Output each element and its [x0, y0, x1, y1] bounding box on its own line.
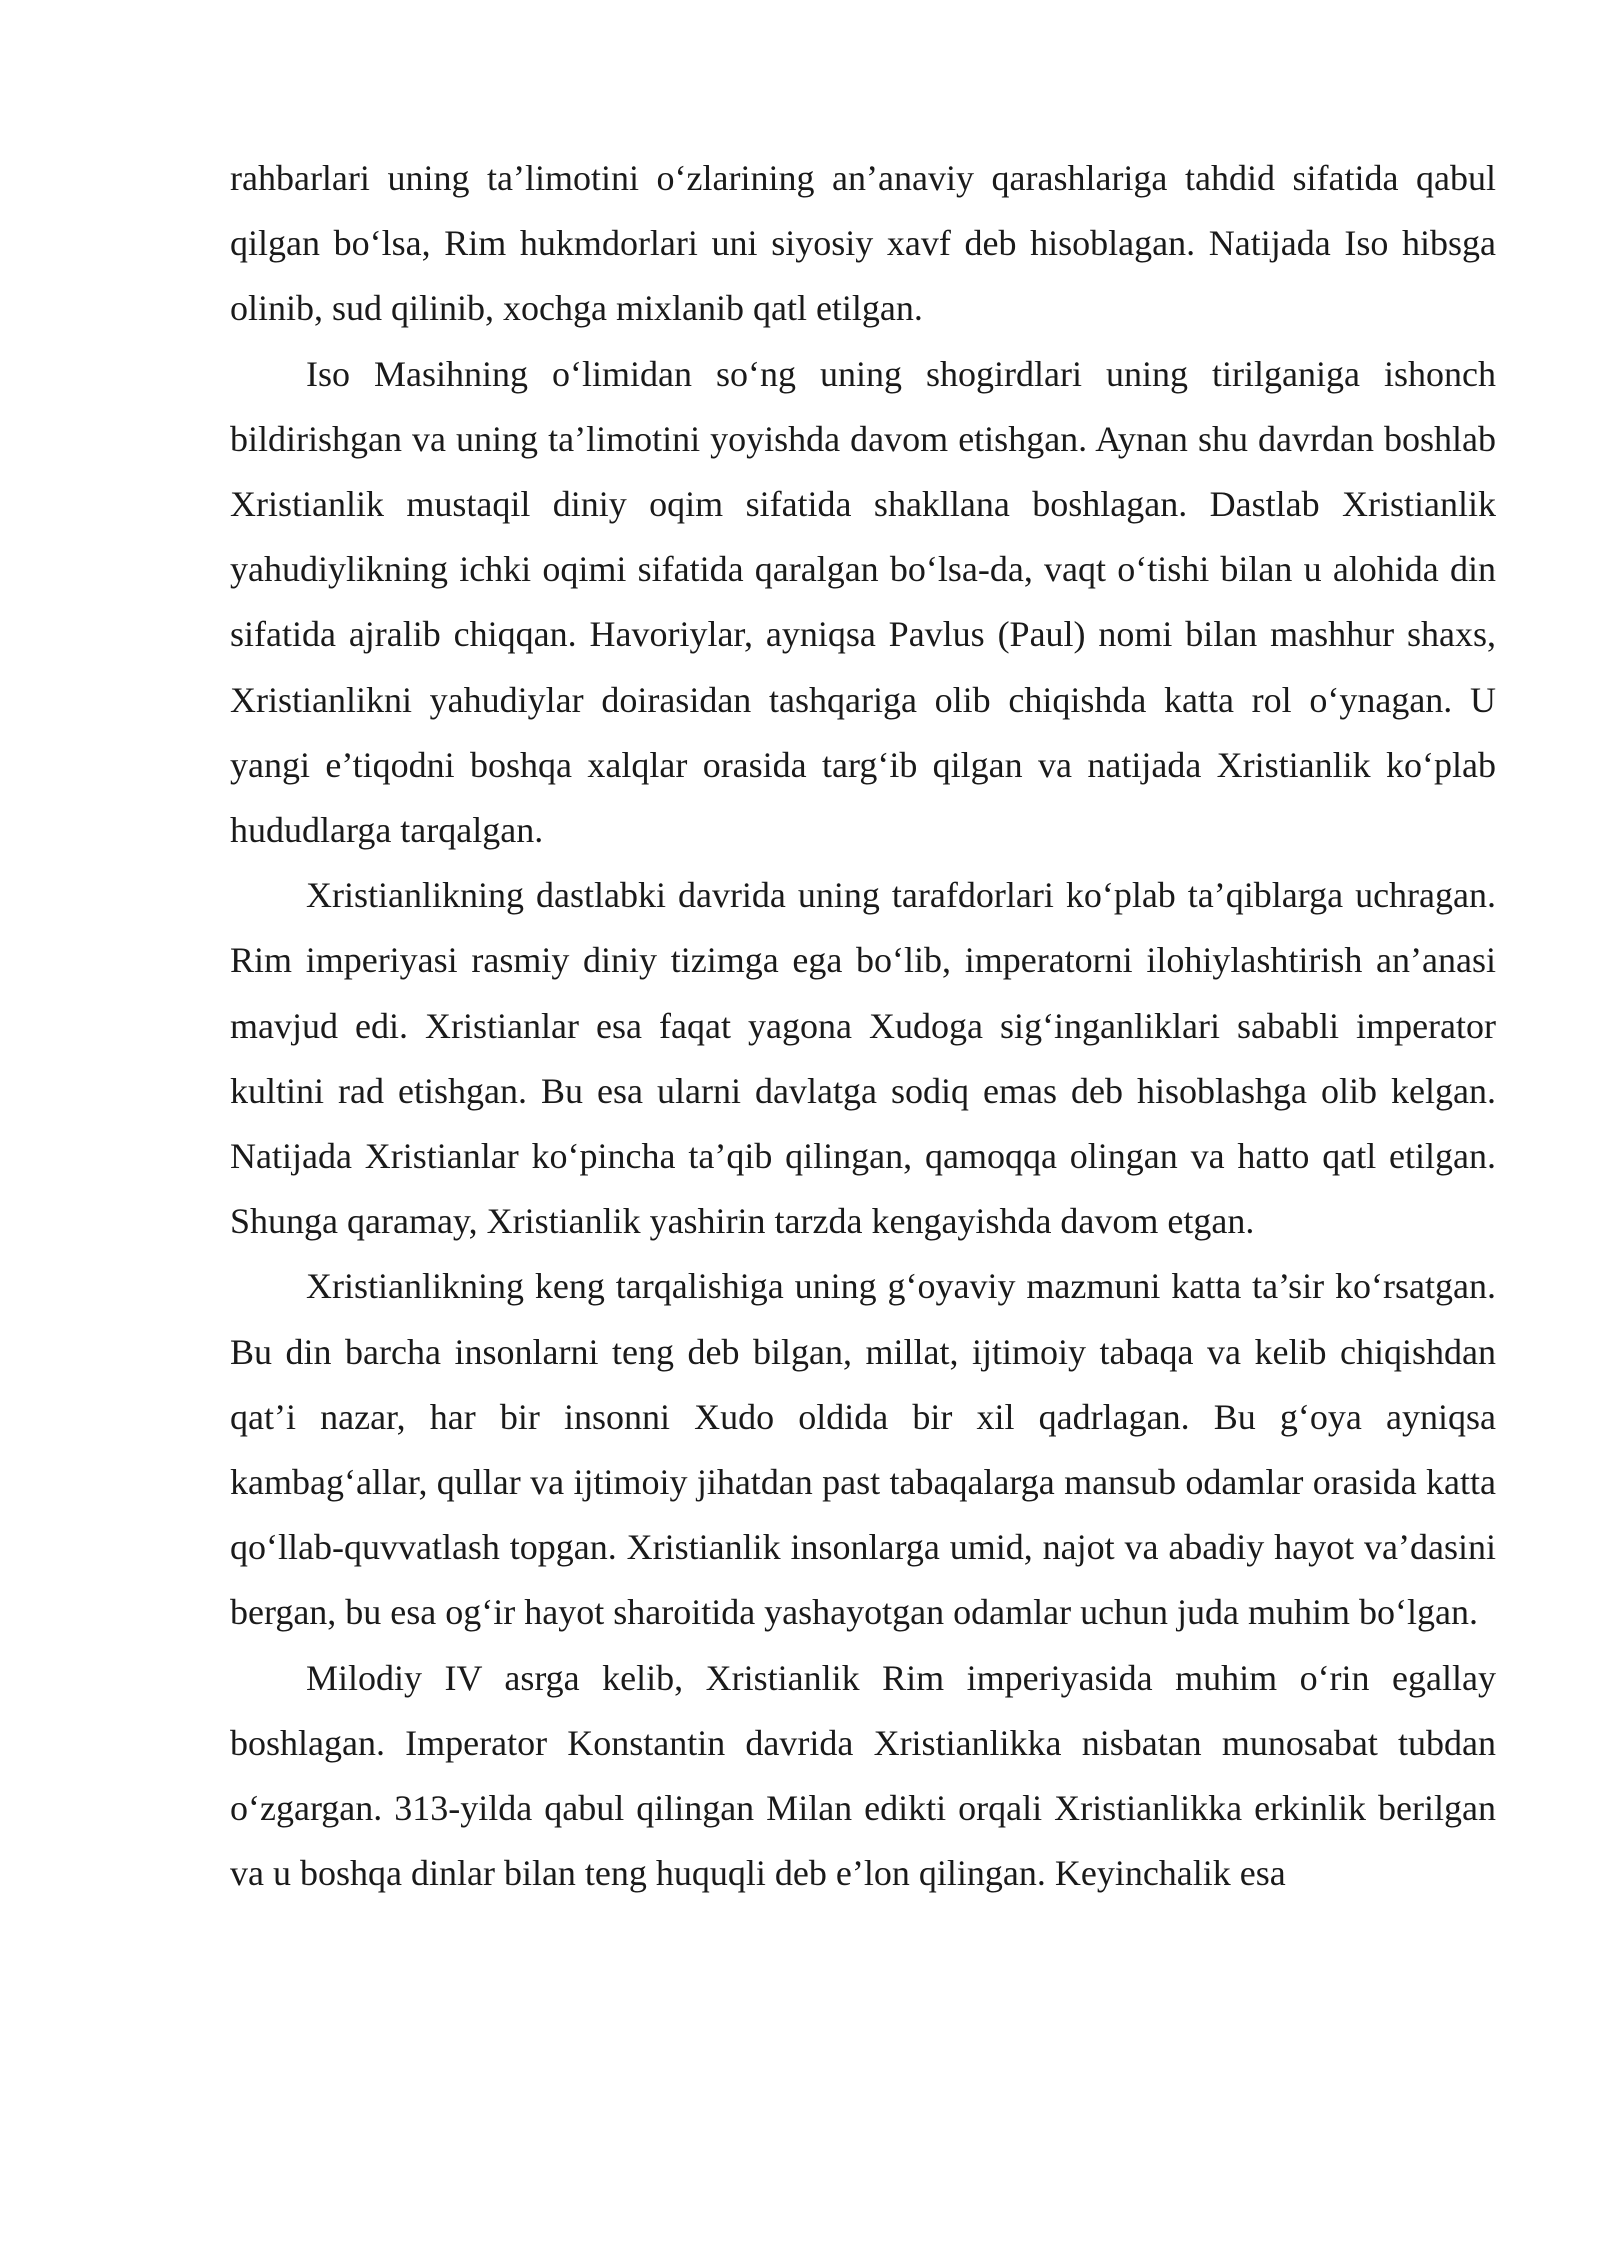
paragraph: Xristianlikning keng tarqalishiga uning g‘oyaviy mazmuni katta ta’sir ko‘rsatgan. Bu din barcha insonlarni teng deb bilgan, millat, ijtimoiy tabaqa va kelib chiqishdan qat’i nazar, har bir insonni Xudo oldida bir xil qadrlagan. Bu g‘oya ayniqsa kambag‘allar, qullar va ijtimoiy jihatdan past tabaqalarga mansub odamlar orasida katta qo‘llab-quvvatlash topgan. Xristianlik insonlarga umid, najot va abadiy hayot va’dasini bergan, bu esa og‘ir hayot sharoitida yashayotgan odamlar uchun juda muhim bo‘lgan.: [230, 1266, 1496, 1633]
document-body: [230, 146, 1496, 1906]
paragraph-continued: rahbarlari uning ta’limotini o‘zlarining an’anaviy qarashlariga tahdid sifatida qabul qilgan bo‘lsa, Rim hukmdorlari uni siyosiy xavf deb hisoblagan. Natijada Iso hibsga olinib, sud qilinib, xochga mixlanib qatl etilgan.: [230, 158, 1496, 329]
paragraph: Iso Masihning o‘limidan so‘ng uning shogirdlari uning tirilganiga ishonch bildirishgan va uning ta’limotini yoyishda davom etishgan. Aynan shu davrdan boshlab Xristianlik mustaqil diniy oqim sifatida shakllana boshlagan. Dastlab Xristianlik yahudiylikning ichki oqimi sifatida qaralgan bo‘lsa-da, vaqt o‘tishi bilan u alohida din sifatida ajralib chiqqan. Havoriylar, ayniqsa Pavlus (Paul) nomi bilan mashhur shaxs, Xristianlikni yahudiylar doirasidan tashqariga olib chiqishda katta rol o‘ynagan. U yangi e’tiqodni boshqa xalqlar orasida targ‘ib qilgan va natijada Xristianlik ko‘plab hududlarga tarqalgan.: [230, 353, 1496, 851]
paragraph: Xristianlikning dastlabki davrida uning tarafdorlari ko‘plab ta’qiblarga uchragan. Rim imperiyasi rasmiy diniy tizimga ega bo‘lib, imperatorni ilohiylashtirish an’anasi mavjud edi. Xristianlar esa faqat yagona Xudoga sig‘inganliklari sababli imperator kultini rad etishgan. Bu esa ularni davlatga sodiq emas deb hisoblashga olib kelgan. Natijada Xristianlar ko‘pincha ta’qib qilingan, qamoqqa olingan va hatto qatl etilgan. Shunga qaramay, Xristianlik yashirin tarzda kengayishda davom etgan.: [230, 875, 1496, 1242]
paragraph: Milodiy IV asrga kelib, Xristianlik Rim imperiyasida muhim o‘rin egallay boshlagan. Imperator Konstantin davrida Xristianlikka nisbatan munosabat tubdan o‘zgargan. 313-yilda qabul qilingan Milan edikti orqali Xristianlikka erkinlik berilgan va u boshqa dinlar bilan teng huquqli deb e’lon qilingan. Keyinchalik esa: [230, 1657, 1496, 1894]
